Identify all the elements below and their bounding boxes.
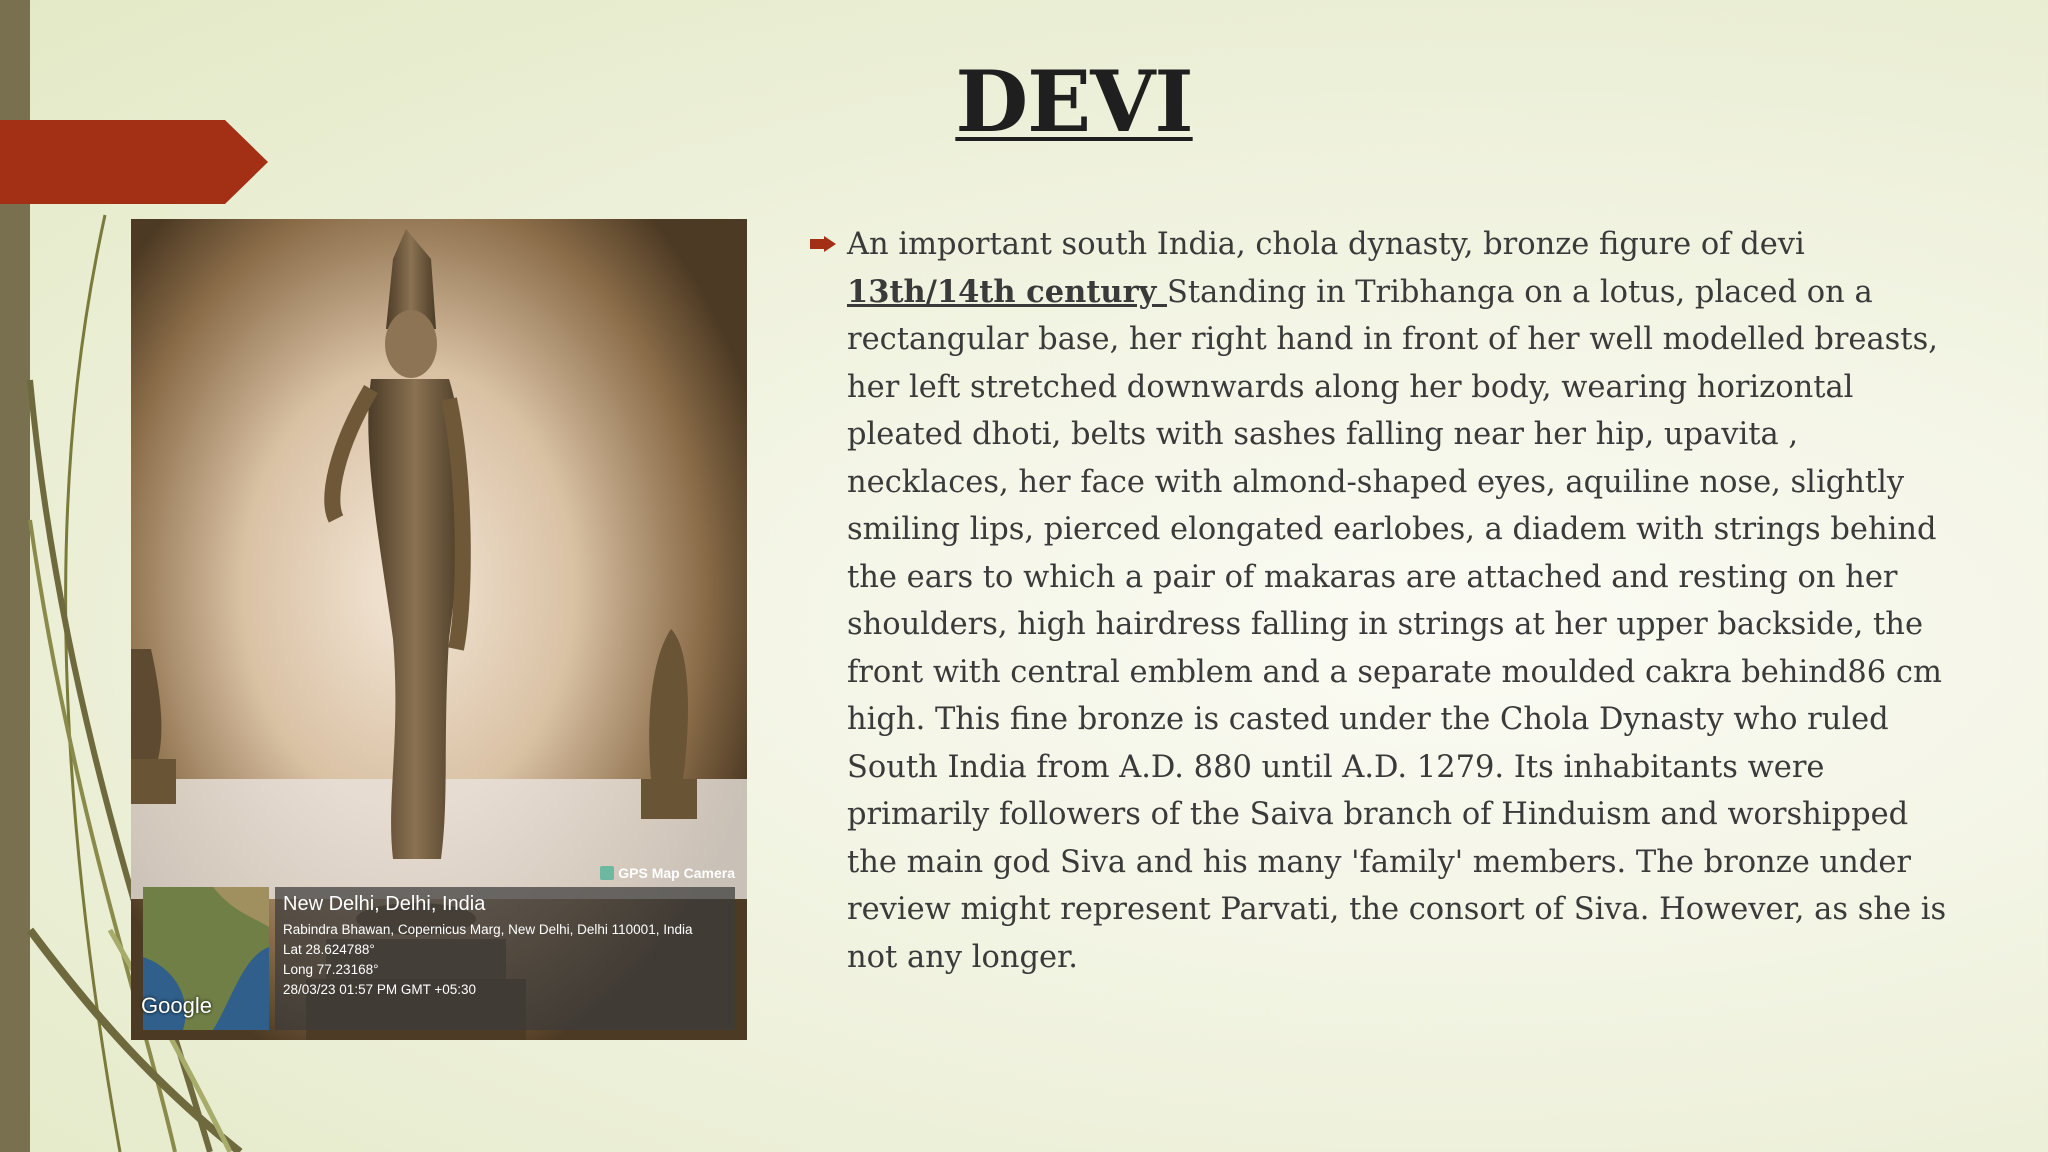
gps-camera-tag [600, 865, 735, 881]
arrow-bullet-icon [810, 236, 836, 252]
location-lat: Lat 28.624788° [283, 942, 375, 957]
description-body: Standing in Tribhanga on a lotus, placed on a rectangular base, her right hand in front of her well modelled breasts, her left stretched downwards along her body, wearing horizontal pleated dhoti, belts with sashes falling near her hip, upavita , necklaces, her face with almond-shaped eyes, aquiline nose, slightly smiling lips, pierced elongated earlobes, a diadem with strings behind the ears to which a pair of makaras are attached and resting on her shoulders, high hairdress falling in strings at her upper backside, the front with central emblem and a separate moulded cakra behind86 cm high. This fine bronze is casted under the Chola Dynasty who ruled South India from A.D. 880 until A.D. 1279. Its inhabitants were primarily followers of the Saiva branch of Hinduism and worshipped the main god Siva and his many 'family' members. The bronze under review might represent Parvati, the consort of Siva. However, as she is not any longer. [847, 274, 1947, 975]
location-info-box [275, 887, 735, 1030]
location-city: New Delhi, Delhi, India [283, 893, 486, 915]
description-intro: An important south India, chola dynasty, bronze figure of devi [847, 227, 1805, 262]
location-long: Long 77.23168° [283, 962, 379, 977]
google-label: Google [141, 993, 212, 1018]
location-timestamp: 28/03/23 01:57 PM GMT +05:30 [283, 982, 477, 997]
gps-camera-icon [600, 866, 614, 880]
gps-camera-label: GPS Map Camera [618, 865, 735, 881]
description-paragraph [847, 221, 1947, 981]
devi-bronze-photo [131, 219, 747, 1040]
slide-title: DEVI [955, 52, 1193, 151]
century-highlight: 13th/14th century [847, 273, 1167, 310]
location-address: Rabindra Bhawan, Copernicus Marg, New Delhi, Delhi 110001, India [283, 922, 693, 937]
